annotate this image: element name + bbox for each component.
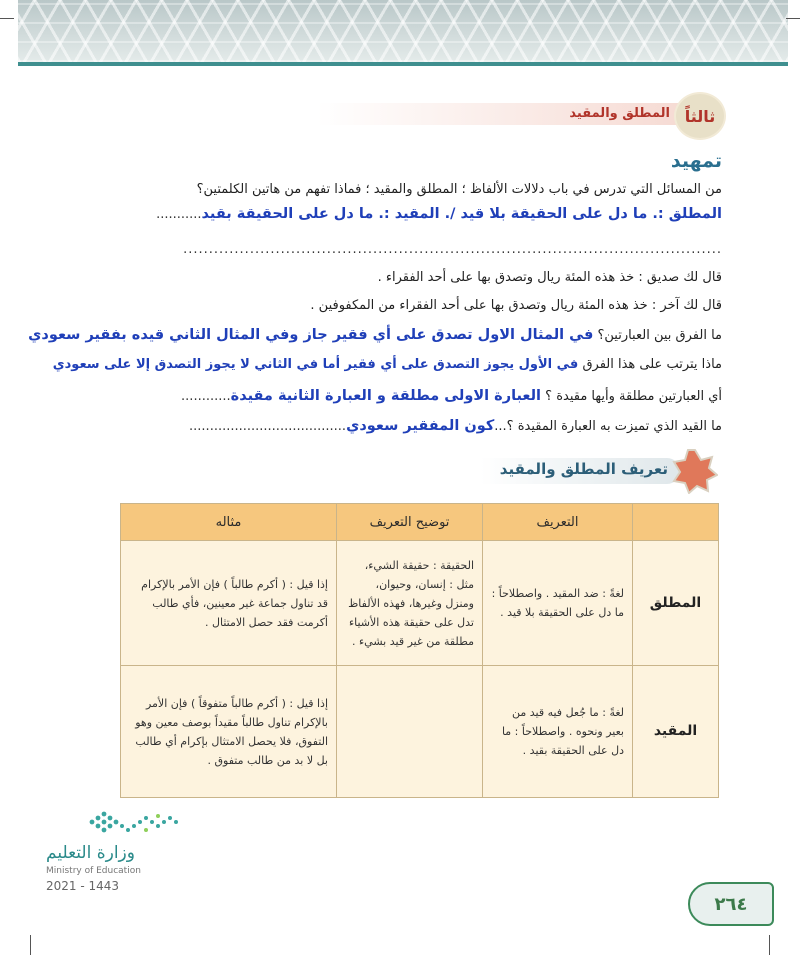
- table-cell: [337, 666, 483, 798]
- handwritten-answer: المطلق :. ما دل على الحقيقة بلا قيد /. المقيد :. ما دل على الحقيقة بقيد: [201, 206, 722, 222]
- definition-table: [120, 503, 719, 798]
- question-line: ما الفرق بين العبارتين؟ في المثال الاول تصدق على أي فقير جاز وفي المثال الثاني قيده بفقير سعودي: [28, 327, 722, 343]
- page-number: ٢٦٤: [688, 882, 774, 926]
- table-cell: الحقيقة : حقيقة الشيء، مثل : إنسان، وحيوان، ومنزل وغيرها، فهذه الألفاظ تدل على حقيقة هذه الأشياء مطلقة من غير قيد بشيء .: [337, 541, 483, 666]
- table-cell: لغةً : ضد المقيد . واصطلاحاً : ما دل على الحقيقة بلا قيد .: [483, 541, 633, 666]
- crop-mark: [30, 935, 31, 955]
- text-line: من المسائل التي تدرس في باب دلالات الألفاظ ؛ المطلق والمقيد ؛ فماذا تفهم من هاتين الكلمتين؟: [196, 182, 722, 197]
- table-header: التعريف: [483, 504, 633, 541]
- table-header: [633, 504, 719, 541]
- ministry-logo-icon: [86, 808, 182, 842]
- question-line: ما القيد الذي تميزت به العبارة المقيدة ؟...كون المفقير سعودي......................................: [189, 418, 722, 434]
- crop-mark: [786, 18, 800, 19]
- intro-heading: تمهيد: [670, 150, 722, 172]
- row-label: المقيد: [633, 666, 719, 798]
- definition-title: تعريف المطلق والمقيد: [499, 460, 668, 478]
- section-badge: ثالثاً: [674, 92, 726, 140]
- header-banner: [18, 0, 788, 62]
- answer-line: المطلق :. ما دل على الحقيقة بلا قيد /. المقيد :. ما دل على الحقيقة بقيد...........: [156, 206, 722, 222]
- table-header-row: [121, 504, 719, 541]
- blank-line: .........................................................................................................: [183, 242, 722, 257]
- ministry-name-english: Ministry of Education: [46, 866, 141, 876]
- crop-mark: [0, 18, 14, 19]
- table-row: [121, 666, 719, 798]
- handwritten-answer: في المثال الاول تصدق على أي فقير جاز وفي المثال الثاني قيده بفقير سعودي: [28, 327, 594, 343]
- question-line: أي العبارتين مطلقة وأيها مقيدة ؟ العبارة الاولى مطلقة و العبارة الثانية مقيدة............: [181, 388, 722, 404]
- section-title: المطلق والمقيد: [569, 106, 670, 121]
- header-rule: [18, 62, 788, 66]
- edition-year: 2021 - 1443: [46, 879, 120, 893]
- text-line: قال لك صديق : خذ هذه المئة ريال وتصدق بها على أحد الفقراء .: [377, 270, 722, 285]
- table-cell: إذا قيل : ( أكرم طالباً متفوقاً ) فإن الأمر بالإكرام تناول طالباً مقيداً بوصف معين وهو التفوق، فلا يحصل الامتثال بإكرام أي طالب بل لا بد من طالب متفوق .: [121, 666, 337, 798]
- handwritten-answer: في الأول يجوز التصدق على أي فقير أما في الثاني لا يجوز التصدق إلا على سعودي: [52, 357, 579, 372]
- row-label: المطلق: [633, 541, 719, 666]
- crop-mark: [769, 935, 770, 955]
- table-cell: لغةً : ما جُعل فيه قيد من بعير ونحوه . واصطلاحاً : ما دل على الحقيقة بقيد .: [483, 666, 633, 798]
- handwritten-answer: كون المفقير سعودي: [346, 418, 495, 434]
- octagram-icon: [672, 448, 718, 494]
- question-line: ماذا يترتب على هذا الفرق في الأول يجوز التصدق على أي فقير أما في الثاني لا يجوز التصدق إلا على سعودي: [52, 357, 722, 372]
- ministry-name-arabic: وزارة التعليم: [46, 843, 135, 863]
- handwritten-answer: العبارة الاولى مطلقة و العبارة الثانية مقيدة: [230, 388, 542, 404]
- table-row: [121, 541, 719, 666]
- table-header: توضيح التعريف: [337, 504, 483, 541]
- table-cell: إذا قيل : ( أكرم طالباً ) فإن الأمر بالإكرام قد تناول جماعة غير معينين، فأي طالب أكرمت فقد حصل الامتثال .: [121, 541, 337, 666]
- text-line: قال لك آخر : خذ هذه المئة ريال وتصدق بها على أحد الفقراء من المكفوفين .: [310, 298, 722, 313]
- table-header: مثاله: [121, 504, 337, 541]
